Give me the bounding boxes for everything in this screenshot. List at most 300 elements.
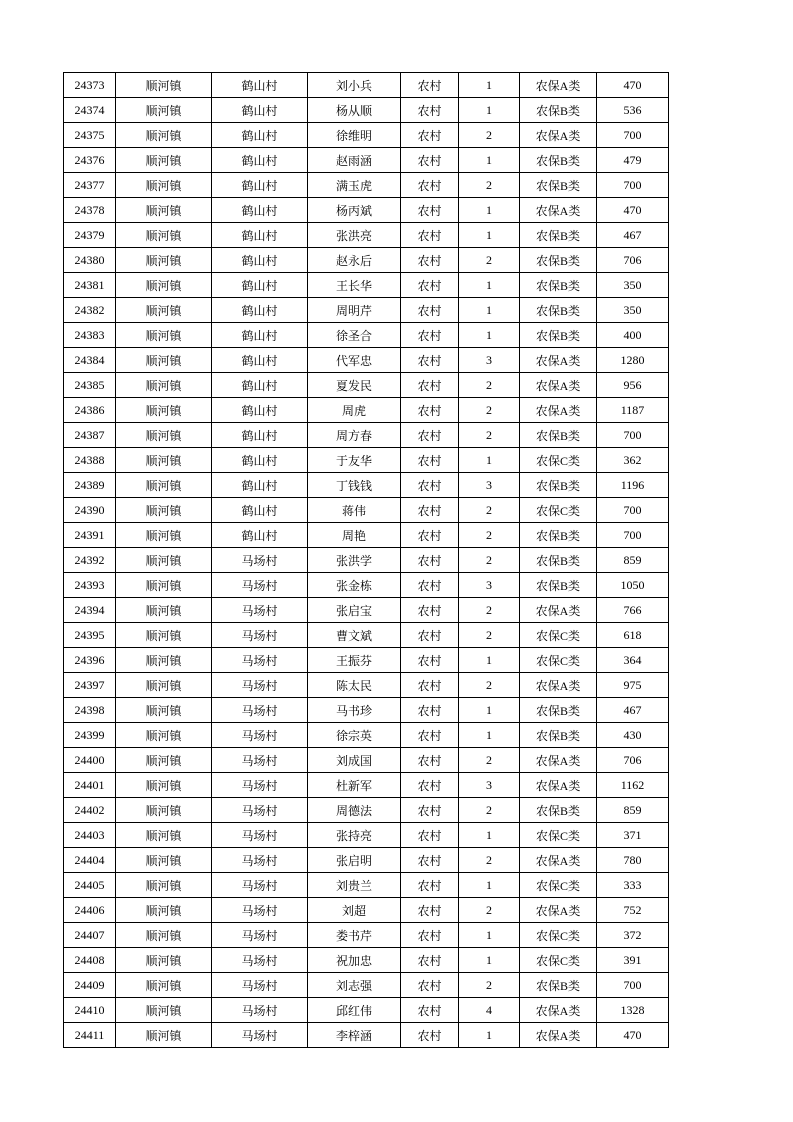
cell-residence-type: 农村 (401, 648, 459, 673)
cell-serial-number: 24410 (64, 998, 116, 1023)
cell-amount: 700 (597, 123, 669, 148)
cell-village: 马场村 (212, 648, 308, 673)
cell-serial-number: 24373 (64, 73, 116, 98)
cell-residence-type: 农村 (401, 548, 459, 573)
table-row (64, 198, 669, 223)
table-row (64, 723, 669, 748)
cell-person-name: 于友华 (308, 448, 401, 473)
cell-person-name: 张洪亮 (308, 223, 401, 248)
cell-amount: 700 (597, 973, 669, 998)
cell-person-name: 张启宝 (308, 598, 401, 623)
table-row (64, 823, 669, 848)
cell-insurance-category: 农保B类 (520, 273, 597, 298)
cell-insurance-category: 农保C类 (520, 923, 597, 948)
cell-town: 顺河镇 (116, 373, 212, 398)
cell-person-count: 2 (459, 398, 520, 423)
cell-town: 顺河镇 (116, 648, 212, 673)
cell-town: 顺河镇 (116, 173, 212, 198)
cell-insurance-category: 农保B类 (520, 148, 597, 173)
cell-serial-number: 24381 (64, 273, 116, 298)
cell-amount: 1187 (597, 398, 669, 423)
cell-village: 马场村 (212, 973, 308, 998)
cell-insurance-category: 农保B类 (520, 473, 597, 498)
cell-serial-number: 24397 (64, 673, 116, 698)
cell-town: 顺河镇 (116, 123, 212, 148)
cell-insurance-category: 农保B类 (520, 548, 597, 573)
cell-village: 马场村 (212, 1023, 308, 1048)
cell-residence-type: 农村 (401, 573, 459, 598)
cell-person-name: 李梓涵 (308, 1023, 401, 1048)
cell-person-name: 赵永后 (308, 248, 401, 273)
cell-amount: 975 (597, 673, 669, 698)
cell-person-name: 张持亮 (308, 823, 401, 848)
cell-insurance-category: 农保A类 (520, 373, 597, 398)
cell-person-name: 张金栋 (308, 573, 401, 598)
cell-insurance-category: 农保C类 (520, 448, 597, 473)
table-row (64, 873, 669, 898)
cell-residence-type: 农村 (401, 223, 459, 248)
cell-residence-type: 农村 (401, 473, 459, 498)
cell-person-count: 3 (459, 773, 520, 798)
cell-insurance-category: 农保A类 (520, 398, 597, 423)
cell-town: 顺河镇 (116, 523, 212, 548)
cell-person-count: 1 (459, 73, 520, 98)
cell-residence-type: 农村 (401, 423, 459, 448)
cell-person-count: 1 (459, 98, 520, 123)
cell-village: 鹤山村 (212, 498, 308, 523)
cell-residence-type: 农村 (401, 398, 459, 423)
cell-village: 鹤山村 (212, 273, 308, 298)
cell-insurance-category: 农保A类 (520, 848, 597, 873)
cell-insurance-category: 农保B类 (520, 98, 597, 123)
cell-residence-type: 农村 (401, 148, 459, 173)
cell-amount: 536 (597, 98, 669, 123)
cell-person-name: 张洪学 (308, 548, 401, 573)
cell-residence-type: 农村 (401, 673, 459, 698)
cell-town: 顺河镇 (116, 798, 212, 823)
cell-town: 顺河镇 (116, 273, 212, 298)
cell-residence-type: 农村 (401, 1023, 459, 1048)
table-row (64, 548, 669, 573)
cell-person-count: 1 (459, 448, 520, 473)
cell-town: 顺河镇 (116, 998, 212, 1023)
cell-town: 顺河镇 (116, 323, 212, 348)
cell-town: 顺河镇 (116, 248, 212, 273)
cell-serial-number: 24402 (64, 798, 116, 823)
cell-village: 马场村 (212, 698, 308, 723)
cell-amount: 371 (597, 823, 669, 848)
cell-insurance-category: 农保A类 (520, 198, 597, 223)
cell-residence-type: 农村 (401, 723, 459, 748)
cell-insurance-category: 农保C类 (520, 948, 597, 973)
cell-insurance-category: 农保B类 (520, 323, 597, 348)
cell-town: 顺河镇 (116, 448, 212, 473)
cell-insurance-category: 农保A类 (520, 998, 597, 1023)
cell-person-name: 杨丙斌 (308, 198, 401, 223)
cell-person-name: 邱红伟 (308, 998, 401, 1023)
cell-insurance-category: 农保B类 (520, 973, 597, 998)
cell-person-name: 杜新军 (308, 773, 401, 798)
cell-insurance-category: 农保A类 (520, 773, 597, 798)
cell-town: 顺河镇 (116, 148, 212, 173)
table-row (64, 798, 669, 823)
cell-person-count: 2 (459, 848, 520, 873)
cell-town: 顺河镇 (116, 698, 212, 723)
table-row (64, 123, 669, 148)
cell-person-count: 1 (459, 148, 520, 173)
cell-residence-type: 农村 (401, 98, 459, 123)
cell-insurance-category: 农保C类 (520, 623, 597, 648)
cell-serial-number: 24385 (64, 373, 116, 398)
cell-serial-number: 24387 (64, 423, 116, 448)
cell-person-count: 2 (459, 898, 520, 923)
cell-person-name: 娄书芹 (308, 923, 401, 948)
table-row (64, 323, 669, 348)
cell-village: 马场村 (212, 998, 308, 1023)
cell-village: 马场村 (212, 548, 308, 573)
cell-amount: 1196 (597, 473, 669, 498)
cell-person-count: 2 (459, 973, 520, 998)
cell-residence-type: 农村 (401, 998, 459, 1023)
cell-residence-type: 农村 (401, 623, 459, 648)
cell-amount: 956 (597, 373, 669, 398)
cell-residence-type: 农村 (401, 448, 459, 473)
cell-serial-number: 24391 (64, 523, 116, 548)
cell-person-name: 周德法 (308, 798, 401, 823)
cell-person-name: 张启明 (308, 848, 401, 873)
cell-village: 马场村 (212, 623, 308, 648)
cell-amount: 479 (597, 148, 669, 173)
cell-amount: 470 (597, 73, 669, 98)
cell-residence-type: 农村 (401, 198, 459, 223)
cell-person-count: 4 (459, 998, 520, 1023)
cell-town: 顺河镇 (116, 948, 212, 973)
cell-amount: 700 (597, 498, 669, 523)
cell-serial-number: 24374 (64, 98, 116, 123)
cell-person-count: 1 (459, 1023, 520, 1048)
cell-town: 顺河镇 (116, 573, 212, 598)
table-row (64, 948, 669, 973)
cell-serial-number: 24383 (64, 323, 116, 348)
table-row (64, 748, 669, 773)
cell-person-name: 陈太民 (308, 673, 401, 698)
cell-serial-number: 24393 (64, 573, 116, 598)
table-row (64, 623, 669, 648)
cell-person-count: 2 (459, 623, 520, 648)
cell-insurance-category: 农保A类 (520, 898, 597, 923)
cell-village: 马场村 (212, 573, 308, 598)
cell-person-count: 1 (459, 223, 520, 248)
cell-village: 马场村 (212, 773, 308, 798)
cell-insurance-category: 农保C类 (520, 873, 597, 898)
cell-village: 马场村 (212, 873, 308, 898)
table-row (64, 73, 669, 98)
cell-person-count: 1 (459, 823, 520, 848)
cell-village: 鹤山村 (212, 473, 308, 498)
cell-town: 顺河镇 (116, 823, 212, 848)
cell-residence-type: 农村 (401, 773, 459, 798)
cell-insurance-category: 农保B类 (520, 298, 597, 323)
cell-person-count: 2 (459, 498, 520, 523)
cell-serial-number: 24386 (64, 398, 116, 423)
cell-amount: 1162 (597, 773, 669, 798)
cell-insurance-category: 农保B类 (520, 698, 597, 723)
cell-village: 马场村 (212, 723, 308, 748)
cell-serial-number: 24389 (64, 473, 116, 498)
cell-person-count: 2 (459, 798, 520, 823)
cell-serial-number: 24401 (64, 773, 116, 798)
cell-village: 鹤山村 (212, 423, 308, 448)
cell-residence-type: 农村 (401, 498, 459, 523)
cell-serial-number: 24392 (64, 548, 116, 573)
cell-serial-number: 24411 (64, 1023, 116, 1048)
cell-village: 鹤山村 (212, 298, 308, 323)
cell-person-name: 夏发民 (308, 373, 401, 398)
cell-person-count: 1 (459, 723, 520, 748)
cell-person-count: 2 (459, 523, 520, 548)
cell-town: 顺河镇 (116, 848, 212, 873)
cell-town: 顺河镇 (116, 348, 212, 373)
cell-amount: 430 (597, 723, 669, 748)
cell-amount: 780 (597, 848, 669, 873)
cell-insurance-category: 农保B类 (520, 223, 597, 248)
cell-residence-type: 农村 (401, 248, 459, 273)
cell-person-count: 2 (459, 548, 520, 573)
cell-person-count: 1 (459, 923, 520, 948)
cell-amount: 400 (597, 323, 669, 348)
cell-person-count: 1 (459, 948, 520, 973)
cell-serial-number: 24376 (64, 148, 116, 173)
cell-serial-number: 24406 (64, 898, 116, 923)
cell-amount: 470 (597, 198, 669, 223)
cell-serial-number: 24377 (64, 173, 116, 198)
cell-person-count: 3 (459, 473, 520, 498)
cell-town: 顺河镇 (116, 498, 212, 523)
cell-residence-type: 农村 (401, 123, 459, 148)
cell-amount: 372 (597, 923, 669, 948)
cell-person-name: 曹文斌 (308, 623, 401, 648)
table-row (64, 98, 669, 123)
cell-serial-number: 24390 (64, 498, 116, 523)
cell-person-name: 周明芹 (308, 298, 401, 323)
cell-residence-type: 农村 (401, 873, 459, 898)
cell-person-count: 1 (459, 298, 520, 323)
cell-town: 顺河镇 (116, 598, 212, 623)
cell-town: 顺河镇 (116, 473, 212, 498)
cell-village: 鹤山村 (212, 248, 308, 273)
cell-village: 鹤山村 (212, 373, 308, 398)
cell-person-name: 徐圣合 (308, 323, 401, 348)
cell-person-count: 2 (459, 748, 520, 773)
cell-serial-number: 24399 (64, 723, 116, 748)
cell-insurance-category: 农保A类 (520, 1023, 597, 1048)
cell-village: 马场村 (212, 848, 308, 873)
cell-amount: 1328 (597, 998, 669, 1023)
cell-serial-number: 24400 (64, 748, 116, 773)
cell-insurance-category: 农保A类 (520, 673, 597, 698)
cell-person-name: 祝加忠 (308, 948, 401, 973)
cell-person-name: 王振芬 (308, 648, 401, 673)
table-row (64, 448, 669, 473)
cell-village: 鹤山村 (212, 448, 308, 473)
cell-village: 马场村 (212, 673, 308, 698)
table-row (64, 398, 669, 423)
cell-residence-type: 农村 (401, 698, 459, 723)
table-row (64, 173, 669, 198)
cell-person-count: 1 (459, 648, 520, 673)
cell-serial-number: 24395 (64, 623, 116, 648)
cell-town: 顺河镇 (116, 673, 212, 698)
records-table (63, 72, 669, 1048)
cell-residence-type: 农村 (401, 748, 459, 773)
cell-person-name: 满玉虎 (308, 173, 401, 198)
cell-residence-type: 农村 (401, 523, 459, 548)
cell-serial-number: 24378 (64, 198, 116, 223)
cell-person-name: 丁钱钱 (308, 473, 401, 498)
cell-amount: 859 (597, 798, 669, 823)
cell-serial-number: 24404 (64, 848, 116, 873)
cell-town: 顺河镇 (116, 723, 212, 748)
cell-town: 顺河镇 (116, 198, 212, 223)
cell-person-name: 周方春 (308, 423, 401, 448)
cell-serial-number: 24375 (64, 123, 116, 148)
cell-person-name: 王长华 (308, 273, 401, 298)
cell-town: 顺河镇 (116, 1023, 212, 1048)
cell-person-count: 1 (459, 698, 520, 723)
cell-town: 顺河镇 (116, 398, 212, 423)
table-row (64, 598, 669, 623)
cell-village: 鹤山村 (212, 223, 308, 248)
table-row (64, 998, 669, 1023)
table-row (64, 523, 669, 548)
table-row (64, 573, 669, 598)
table-row (64, 423, 669, 448)
table-row (64, 1023, 669, 1048)
cell-residence-type: 农村 (401, 373, 459, 398)
cell-person-count: 2 (459, 598, 520, 623)
table-row (64, 773, 669, 798)
cell-village: 鹤山村 (212, 323, 308, 348)
cell-person-count: 2 (459, 123, 520, 148)
cell-serial-number: 24394 (64, 598, 116, 623)
table-row (64, 248, 669, 273)
cell-residence-type: 农村 (401, 948, 459, 973)
table-row (64, 298, 669, 323)
cell-insurance-category: 农保A类 (520, 123, 597, 148)
cell-village: 鹤山村 (212, 523, 308, 548)
cell-person-count: 1 (459, 273, 520, 298)
cell-town: 顺河镇 (116, 623, 212, 648)
cell-person-count: 1 (459, 323, 520, 348)
table-row (64, 973, 669, 998)
cell-village: 马场村 (212, 598, 308, 623)
cell-person-name: 代军忠 (308, 348, 401, 373)
cell-town: 顺河镇 (116, 973, 212, 998)
cell-residence-type: 农村 (401, 173, 459, 198)
cell-amount: 700 (597, 523, 669, 548)
cell-town: 顺河镇 (116, 423, 212, 448)
cell-insurance-category: 农保B类 (520, 798, 597, 823)
cell-person-count: 2 (459, 673, 520, 698)
cell-town: 顺河镇 (116, 873, 212, 898)
cell-serial-number: 24405 (64, 873, 116, 898)
cell-insurance-category: 农保A类 (520, 748, 597, 773)
cell-amount: 859 (597, 548, 669, 573)
table-row (64, 273, 669, 298)
cell-residence-type: 农村 (401, 898, 459, 923)
cell-amount: 1050 (597, 573, 669, 598)
cell-person-name: 周虎 (308, 398, 401, 423)
cell-person-count: 3 (459, 573, 520, 598)
cell-village: 鹤山村 (212, 148, 308, 173)
cell-residence-type: 农村 (401, 298, 459, 323)
cell-person-name: 马书珍 (308, 698, 401, 723)
cell-person-name: 刘成国 (308, 748, 401, 773)
cell-amount: 1280 (597, 348, 669, 373)
cell-insurance-category: 农保B类 (520, 723, 597, 748)
table-row (64, 473, 669, 498)
cell-village: 鹤山村 (212, 173, 308, 198)
table-row (64, 223, 669, 248)
cell-amount: 700 (597, 173, 669, 198)
cell-town: 顺河镇 (116, 298, 212, 323)
cell-person-count: 2 (459, 373, 520, 398)
cell-person-name: 杨从顺 (308, 98, 401, 123)
cell-village: 鹤山村 (212, 398, 308, 423)
cell-amount: 706 (597, 248, 669, 273)
cell-person-name: 刘贵兰 (308, 873, 401, 898)
cell-insurance-category: 农保C类 (520, 498, 597, 523)
cell-village: 马场村 (212, 798, 308, 823)
cell-town: 顺河镇 (116, 898, 212, 923)
cell-village: 鹤山村 (212, 348, 308, 373)
table-row (64, 498, 669, 523)
table-row (64, 923, 669, 948)
cell-serial-number: 24396 (64, 648, 116, 673)
cell-village: 马场村 (212, 948, 308, 973)
cell-person-count: 1 (459, 198, 520, 223)
cell-residence-type: 农村 (401, 798, 459, 823)
cell-insurance-category: 农保A类 (520, 348, 597, 373)
cell-amount: 467 (597, 698, 669, 723)
cell-amount: 364 (597, 648, 669, 673)
cell-residence-type: 农村 (401, 848, 459, 873)
cell-town: 顺河镇 (116, 548, 212, 573)
cell-amount: 706 (597, 748, 669, 773)
table-row (64, 148, 669, 173)
cell-village: 马场村 (212, 823, 308, 848)
cell-residence-type: 农村 (401, 823, 459, 848)
cell-amount: 391 (597, 948, 669, 973)
cell-amount: 700 (597, 423, 669, 448)
cell-residence-type: 农村 (401, 323, 459, 348)
cell-insurance-category: 农保B类 (520, 523, 597, 548)
cell-town: 顺河镇 (116, 923, 212, 948)
cell-insurance-category: 农保B类 (520, 423, 597, 448)
cell-serial-number: 24379 (64, 223, 116, 248)
cell-town: 顺河镇 (116, 748, 212, 773)
cell-insurance-category: 农保A类 (520, 73, 597, 98)
cell-person-name: 刘志强 (308, 973, 401, 998)
cell-village: 马场村 (212, 923, 308, 948)
cell-person-name: 周艳 (308, 523, 401, 548)
cell-insurance-category: 农保B类 (520, 573, 597, 598)
cell-serial-number: 24407 (64, 923, 116, 948)
cell-person-count: 2 (459, 423, 520, 448)
table-row (64, 698, 669, 723)
cell-amount: 362 (597, 448, 669, 473)
table-row (64, 898, 669, 923)
